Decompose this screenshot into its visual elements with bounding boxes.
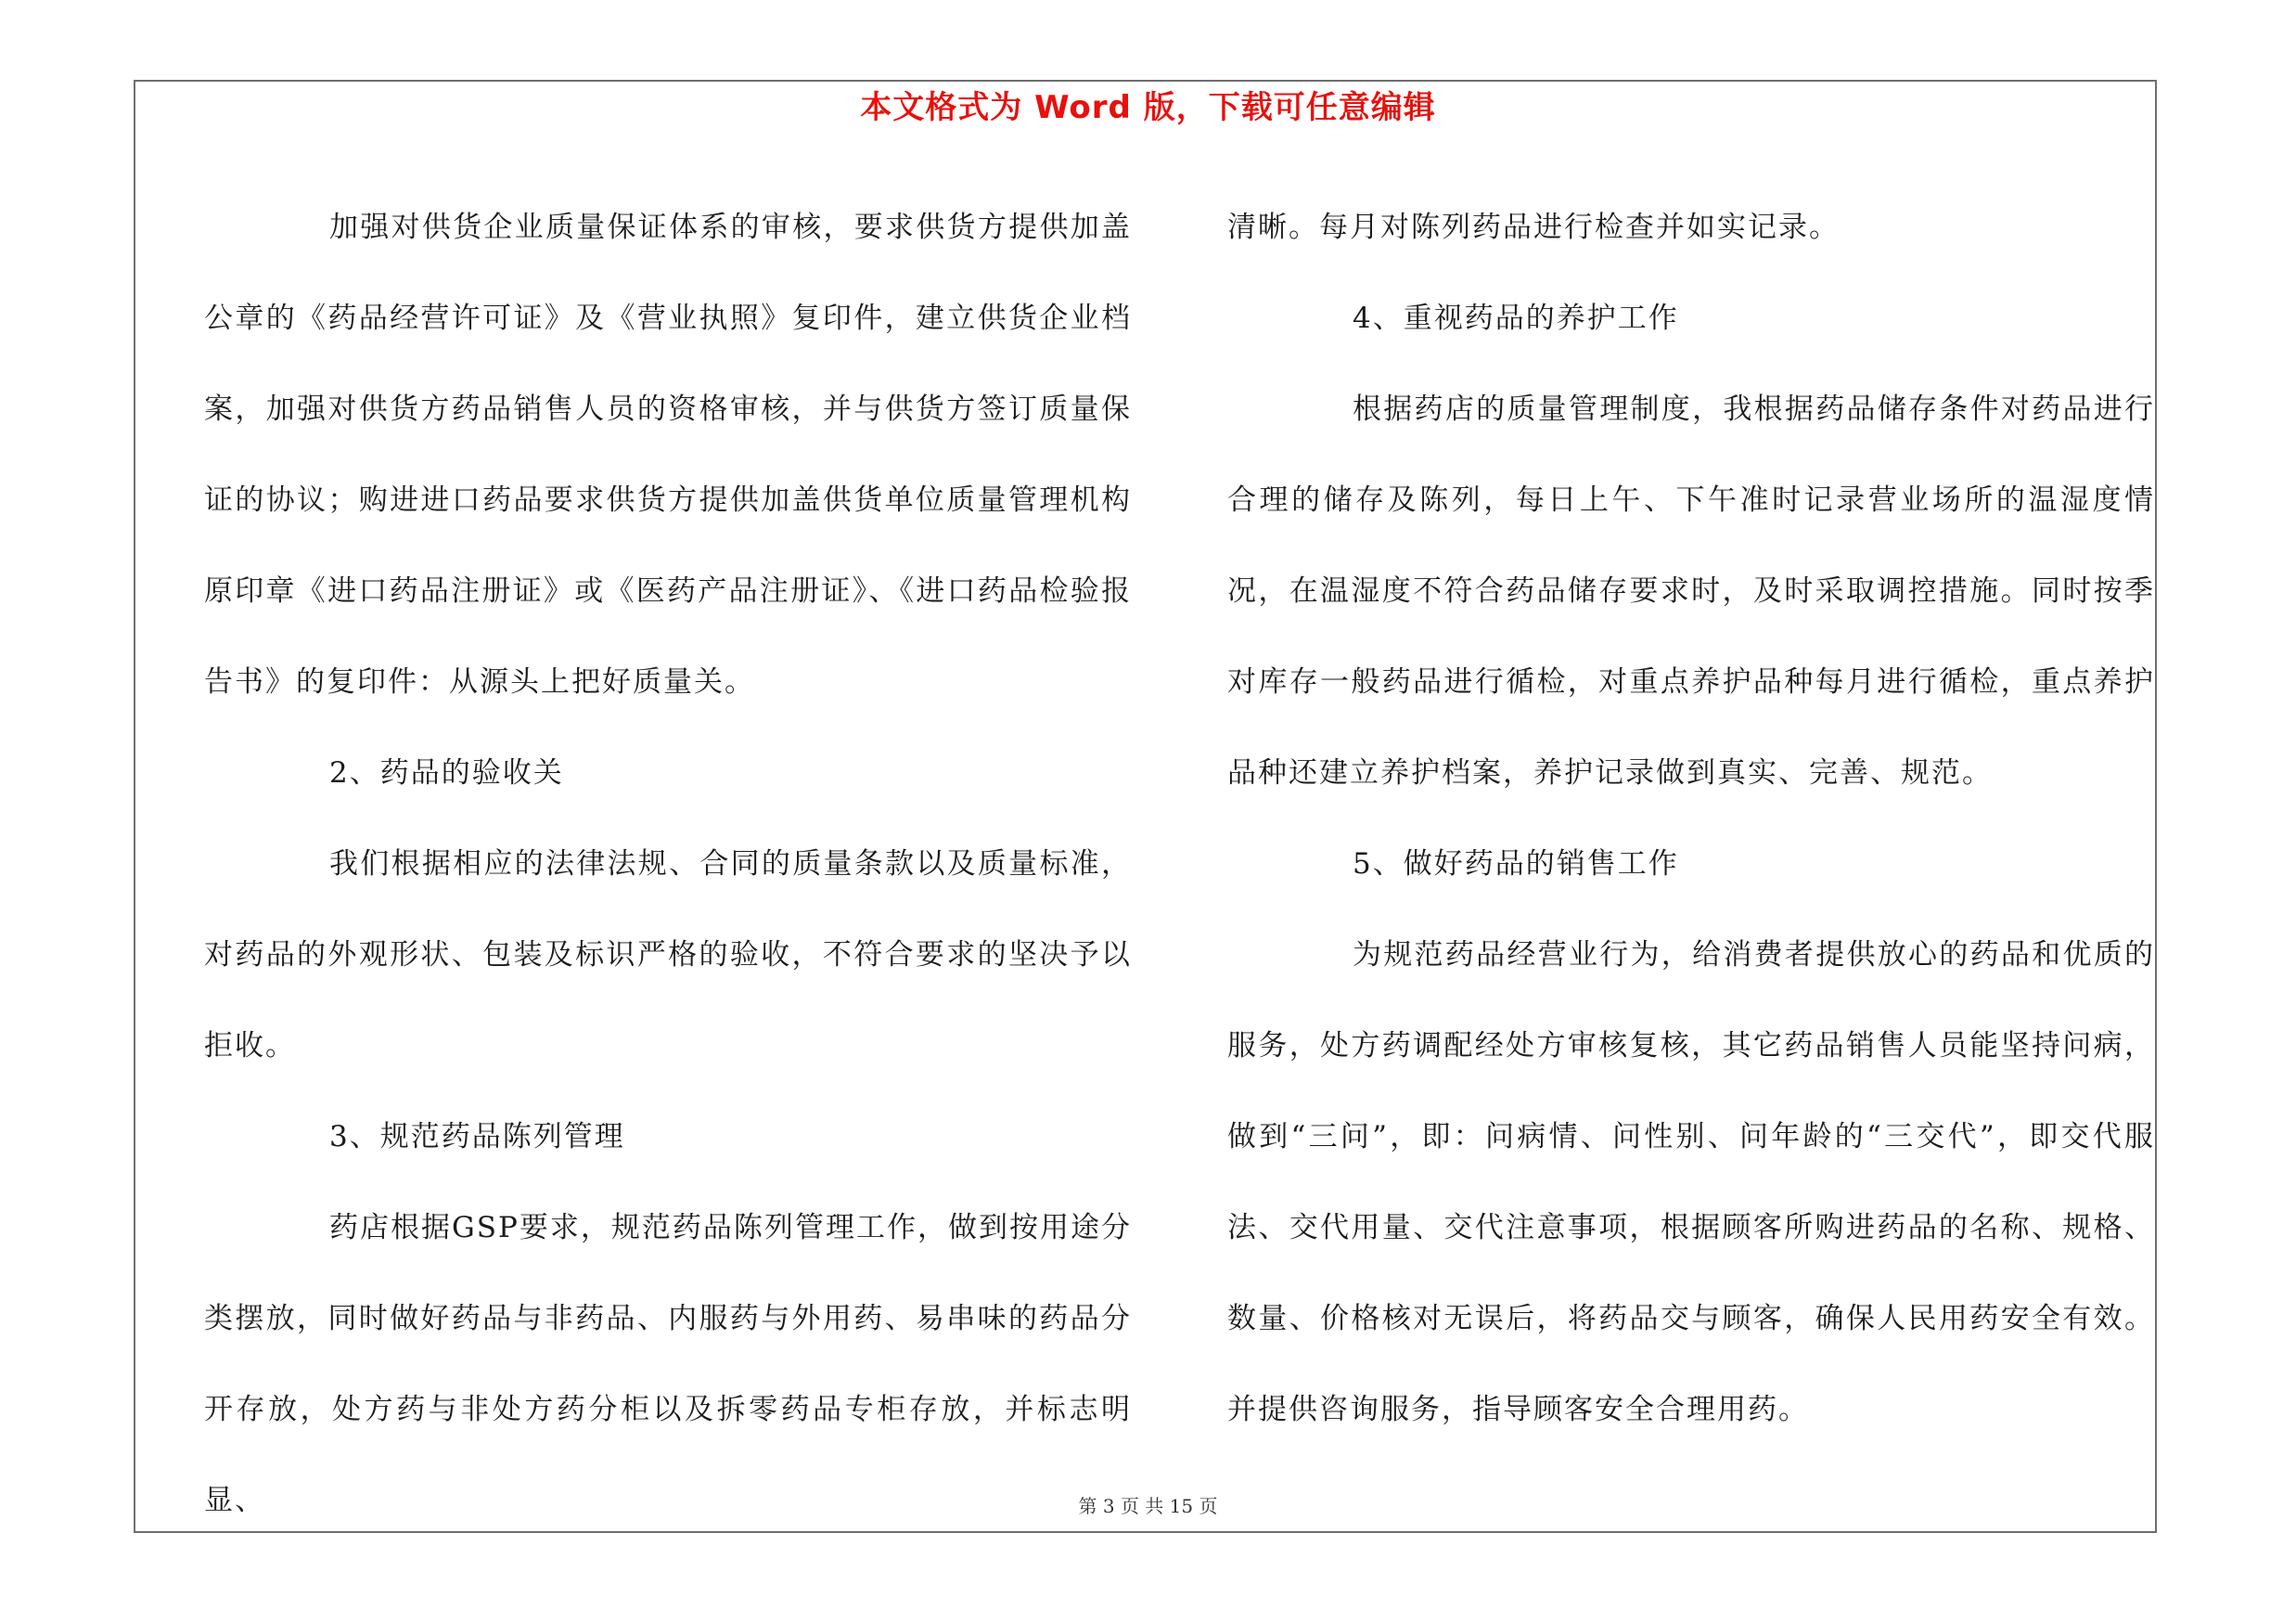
paragraph-acceptance: 我们根据相应的法律法规、合同的质量条款以及质量标准，对药品的外观形状、包装及标识严格的验收，不符合要求的坚决予以拒收。 [204, 847, 1132, 1063]
heading-acceptance: 2、药品的验收关 [329, 756, 564, 790]
paragraph-maintenance: 根据药店的质量管理制度，我根据药品储存条件对药品进行合理的储存及陈列，每日上午、下午准时记录营业场所的温湿度情况，在温湿度不符合药品储存要求时，及时采取调控措施。同时按季对库存一般药品进行循检，对重点养护品种每月进行循检，重点养护品种还建立养护档案，养护记录做到真实、完善、规范。 [1227, 393, 2155, 790]
page-number-footer: 第 3 页 共 15 页 [1078, 1495, 1218, 1517]
left-text-column [204, 182, 1132, 1546]
heading-sales: 5、做好药品的销售工作 [1353, 847, 1679, 881]
paragraph-display-management-continued: 清晰。每月对陈列药品进行检查并如实记录。 [1227, 211, 1840, 244]
format-notice-banner: 本文格式为 Word 版，下载可任意编辑 [860, 89, 1436, 126]
paragraph-supplier-audit: 加强对供货企业质量保证体系的审核，要求供货方提供加盖公章的《药品经营许可证》及《营业执照》复印件，建立供货企业档案，加强对供货方药品销售人员的资格审核，并与供货方签订质量保证的协议；购进进口药品要求供货方提供加盖供货单位质量管理机构原印章《进口药品注册证》或《医药产品注册证》、《进口药品检验报告书》的复印件：从源头上把好质量关。 [204, 211, 1132, 699]
paragraph-display-management: 药店根据GSP要求，规范药品陈列管理工作，做到按用途分类摆放，同时做好药品与非药品、内服药与外用药、易串味的药品分开存放，处方药与非处方药分柜以及拆零药品专柜存放，并标志明显、 [204, 1211, 1132, 1517]
heading-maintenance: 4、重视药品的养护工作 [1353, 302, 1679, 335]
right-text-column [1227, 182, 2155, 1455]
heading-display-management: 3、规范药品陈列管理 [329, 1120, 625, 1153]
paragraph-sales: 为规范药品经营业行为，给消费者提供放心的药品和优质的服务，处方药调配经处方审核复核，其它药品销售人员能坚持问病，做到“三问”，即：问病情、问性别、问年龄的“三交代”，即交代服法、交代用量、交代注意事项，根据顾客所购进药品的名称、规格、数量、价格核对无误后，将药品交与顾客，确保人民用药安全有效。并提供咨询服务，指导顾客安全合理用药。 [1227, 938, 2155, 1426]
